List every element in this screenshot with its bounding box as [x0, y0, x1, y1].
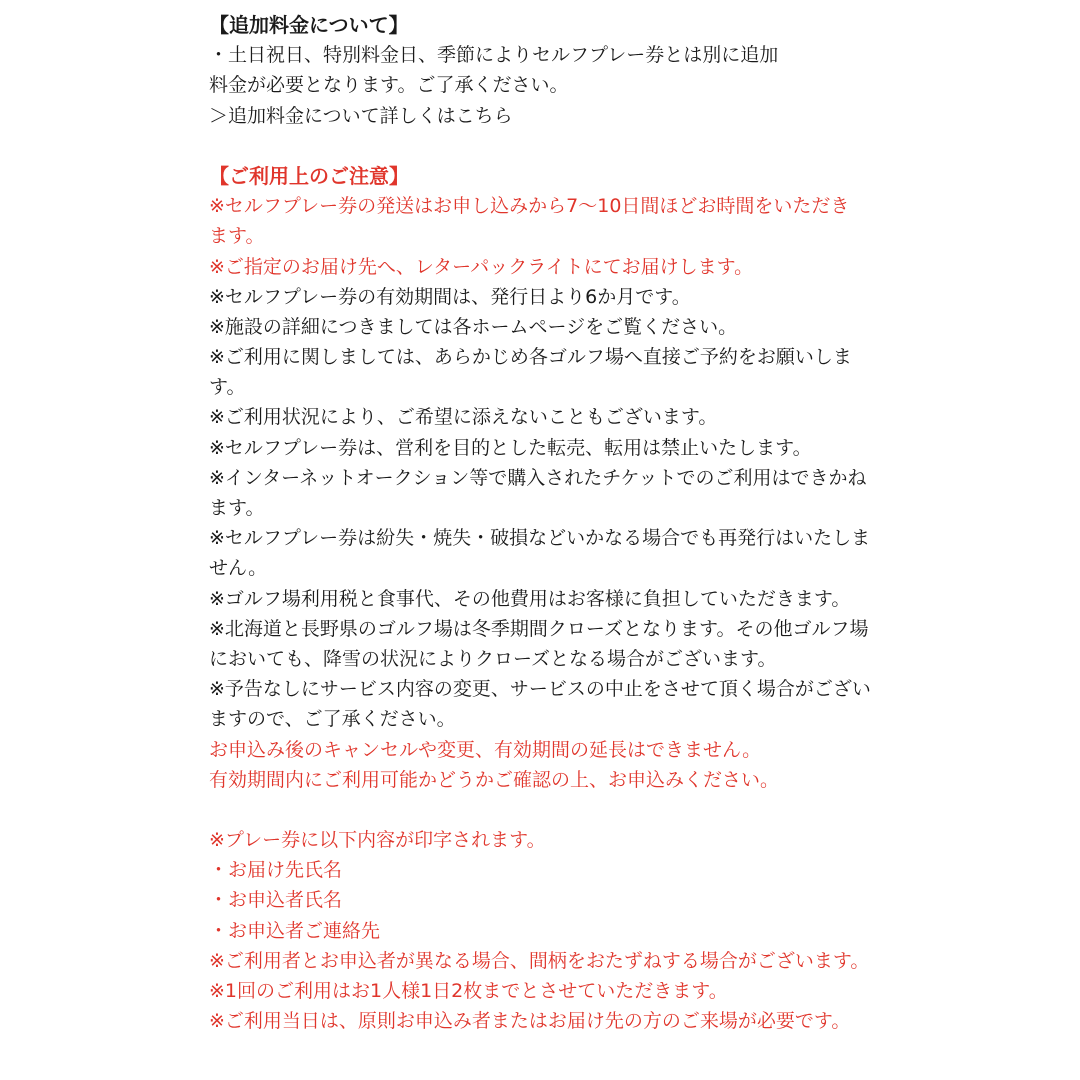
usage-note-line: ※施設の詳細につきましては各ホームページをご覧ください。: [209, 315, 738, 338]
usage-note-line: ます。: [209, 225, 265, 248]
section-spacer: [209, 795, 889, 825]
additional-fee-section: [209, 10, 889, 131]
additional-fee-body-line-2: 料金が必要となります。ご了承ください。: [209, 74, 569, 97]
print-note-line: ・お届け先氏名: [209, 859, 343, 882]
usage-note-line: ※ご指定のお届け先へ、レターパックライトにてお届けします。: [209, 255, 754, 278]
print-note-line: ※1回のご利用はお1人様1日2枚までとさせていただきます。: [209, 980, 728, 1002]
usage-note-line: ※北海道と長野県のゴルフ場は冬季期間クローズとなります。その他ゴルフ場: [209, 617, 869, 640]
print-note-line: ※プレー券に以下内容が印字されます。: [209, 829, 546, 852]
print-note-line: ・お申込者氏名: [209, 889, 343, 912]
usage-note-line: においても、降雪の状況によりクローズとなる場合がございます。: [209, 647, 777, 670]
usage-note-line: ※セルフプレー券は紛失・焼失・破損などいかなる場合でも再発行はいたしま: [209, 527, 871, 550]
additional-fee-details-link[interactable]: ＞追加料金について詳しくはこちら: [209, 104, 513, 127]
usage-note-line: ますので、ご了承ください。: [209, 708, 456, 731]
usage-notes-heading: 【ご利用上のご注意】: [209, 163, 409, 188]
usage-note-line: 有効期間内にご利用可能かどうかご確認の上、お申込みください。: [209, 768, 780, 791]
usage-note-line: ※セルフプレー券の発送はお申し込みから7〜10日間ほどお時間をいただき: [209, 195, 850, 218]
additional-fee-heading: 【追加料金について】: [209, 13, 409, 37]
print-note-line: ※ご利用者とお申込者が異なる場合、間柄をおたずねする場合がございます。: [209, 949, 870, 972]
notice-content: [209, 10, 889, 1036]
usage-note-line: せん。: [209, 557, 268, 580]
section-spacer: [209, 131, 889, 161]
print-note-line: ・お申込者ご連絡先: [209, 919, 381, 942]
usage-note-line: お申込み後のキャンセルや変更、有効期間の延長はできません。: [209, 738, 762, 761]
usage-note-line: す。: [209, 376, 246, 399]
print-note-line: ※ご利用当日は、原則お申込み者またはお届け先の方のご来場が必要です。: [209, 1010, 851, 1033]
usage-notes-section: [209, 161, 889, 795]
usage-note-line: ※ご利用に関しましては、あらかじめ各ゴルフ場へ直接ご予約をお願いしま: [209, 346, 852, 369]
usage-note-line: ※ご利用状況により、ご希望に添えないこともございます。: [209, 406, 718, 429]
usage-note-line: ※ゴルフ場利用税と食事代、その他費用はお客様に負担していただきます。: [209, 587, 851, 610]
additional-fee-body-line-1: ・土日祝日、特別料金日、季節によりセルフプレー券とは別に追加: [209, 44, 779, 67]
usage-note-line: ※セルフプレー券の有効期間は、発行日より6か月です。: [209, 285, 691, 308]
print-notes-section: [209, 825, 889, 1036]
usage-note-line: ※インターネットオークション等で購入されたチケットでのご利用はできかね: [209, 466, 867, 489]
usage-note-line: ます。: [209, 497, 265, 519]
usage-note-line: ※セルフプレー券は、営利を目的とした転売、転用は禁止いたします。: [209, 436, 812, 459]
usage-note-line: ※予告なしにサービス内容の変更、サービスの中止をさせて頂く場合がござい: [209, 678, 871, 701]
